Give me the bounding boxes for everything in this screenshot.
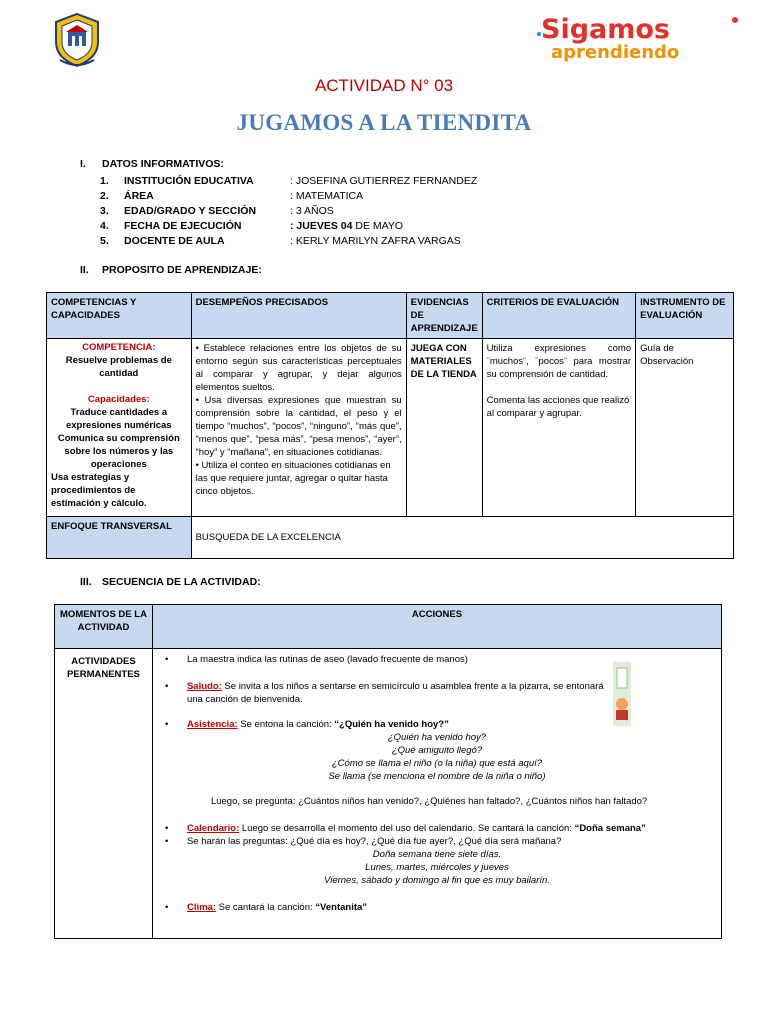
action-calendario xyxy=(157,822,717,835)
competencia-label: COMPETENCIA: xyxy=(82,342,156,353)
desempenos-cell xyxy=(191,339,406,517)
section-2-title: PROPOSITO DE APRENDIZAJE: xyxy=(102,264,262,276)
info-number: 4. xyxy=(100,219,109,232)
activity-number: ACTIVIDAD N° 03 xyxy=(314,76,454,95)
info-number: 3. xyxy=(100,204,109,217)
saludo-end: se entonará una canción de bienvenida. xyxy=(186,681,604,705)
lyric-line: ¿Qué amiguito llegó? xyxy=(391,745,483,756)
section-2-numeral: II. xyxy=(80,264,89,276)
action-asistencia xyxy=(157,718,717,731)
saludo-text: Se invita a los niños a sentarse en semicírculo u asamblea frente a la pizarra, xyxy=(221,681,554,692)
header-desempenos: DESEMPEÑOS PRECISADOS xyxy=(191,293,406,339)
child-illustration xyxy=(613,662,631,726)
info-value: : MATEMATICA xyxy=(290,189,364,202)
action-pregunta: Luego, se pregunta: ¿Cuántos niños han venido?, ¿Quiénes han faltado?, ¿Cuántos niños han faltado? xyxy=(210,796,648,807)
header-acciones: ACCIONES xyxy=(152,605,721,649)
info-row-teacher xyxy=(100,233,477,248)
table-header-row xyxy=(55,605,722,649)
action-preguntas-dias: • Se harán las preguntas: ¿Qué día es hoy?, ¿Qué día fue ayer?, ¿Qué día será mañana? xyxy=(157,835,717,848)
calendario-text: Luego se desarrolla el momento del uso del calendario. Se cantará la canción: xyxy=(239,823,575,834)
activity-title: JUGAMOS A LA TIENDITA xyxy=(236,110,532,135)
action-saludo xyxy=(157,680,717,706)
brand-line2: aprendiendo xyxy=(551,42,680,62)
header-criterios: CRITERIOS DE EVALUACIÓN xyxy=(482,293,635,339)
brand-line1: Sigamos xyxy=(541,14,671,45)
desempeno-item: • Usa diversas expresiones que muestran su comprensión sobre la cantidad, el peso y el tiempo “muchos”, “pocos”, “ninguno”, “más que”, “menos que”, “pesa más”, “pesa menos”, “ayer”, “hoy” y “mañana”, en situaciones cotidianas. xyxy=(195,395,402,458)
capacidad-item: Traduce cantidades a expresiones numéricas xyxy=(65,407,172,431)
header-instrumento: INSTRUMENTO DE EVALUACIÓN xyxy=(636,293,734,339)
saludo-label: Saludo: xyxy=(186,681,222,692)
clima-song: “Ventanita” xyxy=(315,902,368,913)
info-value-rest: DE MAYO xyxy=(352,219,404,232)
info-value xyxy=(290,220,403,232)
table-row xyxy=(55,649,722,939)
lyric-line: Doña semana tiene siete días. xyxy=(372,849,502,860)
competencia-text: Resuelve problemas de cantidad xyxy=(65,355,172,379)
capacidades-label: Capacidades: xyxy=(87,394,150,405)
header-evidencias: EVIDENCIAS DE APRENDIZAJE xyxy=(406,293,482,339)
info-value: : KERLY MARILYN ZAFRA VARGAS xyxy=(290,234,461,247)
info-row-age xyxy=(100,203,477,218)
info-value-bold: : JUEVES 04 xyxy=(290,219,353,232)
info-label: INSTITUCIÓN EDUCATIVA xyxy=(124,174,254,187)
info-value: : JOSEFINA GUTIERREZ FERNANDEZ xyxy=(290,174,478,187)
page-header xyxy=(0,0,768,80)
criterios-cell xyxy=(482,339,635,517)
info-row-area xyxy=(100,188,477,203)
instrumento-cell: Guía de Observación xyxy=(636,339,734,517)
lyric-line: ¿Cómo se llama el niño (o la niña) que está aquí? xyxy=(331,758,543,769)
criterio-item: Utiliza expresiones como ¨muchos¨, ¨pocos¨ para mostrar su comprensión de cantidad. xyxy=(486,343,632,380)
action-rutinas: • La maestra indica las rutinas de aseo (lavado frecuente de manos) xyxy=(157,653,717,666)
section-3-title: SECUENCIA DE LA ACTIVIDAD: xyxy=(102,576,261,588)
section-1-title: DATOS INFORMATIVOS: xyxy=(102,158,224,170)
info-row-date xyxy=(100,218,477,233)
info-number: 2. xyxy=(100,189,109,202)
moment-cell: ACTIVIDADES PERMANENTES xyxy=(55,649,153,939)
lyric-line: Se llama (se menciona el nombre de la niña o niño) xyxy=(328,771,546,782)
header-competencias: COMPETENCIAS Y CAPACIDADES xyxy=(47,293,192,339)
clima-label: Clima: xyxy=(186,902,216,913)
capacidad-item: Usa estrategias y procedimientos de estimación y cálculo. xyxy=(51,472,147,509)
calendario-label: Calendario: xyxy=(186,823,240,834)
info-label: EDAD/GRADO Y SECCIÓN xyxy=(124,204,257,217)
table-row xyxy=(47,339,734,517)
info-label: DOCENTE DE AULA xyxy=(124,234,225,247)
enfoque-label: ENFOQUE TRANSVERSAL xyxy=(47,517,192,559)
info-label: ÁREA xyxy=(124,189,154,202)
asistencia-label: Asistencia: xyxy=(186,719,238,730)
section-3-numeral: III. xyxy=(80,576,92,588)
asistencia-text: Se entona la canción: xyxy=(237,719,335,730)
clima-text: Se cantará la canción: xyxy=(216,902,316,913)
action-clima xyxy=(157,901,717,914)
sigamos-aprendiendo-logo xyxy=(535,10,745,62)
section-2-heading xyxy=(80,264,262,276)
school-crest-logo xyxy=(52,12,102,68)
desempeno-item: • Utiliza el conteo en situaciones cotidianas en las que requiere juntar, agregar o quitar hasta cinco objetos. xyxy=(195,460,391,497)
enfoque-value: BUSQUEDA DE LA EXCELENCIA xyxy=(191,517,733,559)
info-number: 1. xyxy=(100,174,109,187)
section-1-numeral: I. xyxy=(80,158,86,170)
actions-cell xyxy=(152,649,721,939)
info-row-institution xyxy=(100,173,477,188)
section-1-heading xyxy=(80,158,224,170)
lyric-line: Lunes, martes, miércoles y jueves xyxy=(365,862,509,873)
enfoque-row xyxy=(47,517,734,559)
info-list xyxy=(100,173,477,248)
criterio-item: Comenta las acciones que realizó al comparar y agrupar. xyxy=(486,395,630,419)
info-number: 5. xyxy=(100,234,109,247)
capacidad-item: Comunica su comprensión sobre los números y las operaciones xyxy=(57,433,180,470)
purpose-table xyxy=(46,292,734,559)
info-value: : 3 AÑOS xyxy=(290,204,334,217)
header-momentos: MOMENTOS DE LA ACTIVIDAD xyxy=(55,605,153,649)
evidencia-cell: JUEGA CON MATERIALES DE LA TIENDA xyxy=(406,339,482,517)
competencias-cell xyxy=(47,339,192,517)
section-3-heading xyxy=(80,576,261,588)
asistencia-song: “¿Quién ha venido hoy?” xyxy=(334,719,449,730)
sequence-table xyxy=(54,604,722,939)
calendario-song: “Doña semana” xyxy=(574,823,646,834)
table-header-row xyxy=(47,293,734,339)
info-label: FECHA DE EJECUCIÓN xyxy=(124,219,242,232)
lyric-line: Viernes, sábado y domingo al fin que es muy bailarín. xyxy=(324,875,550,886)
desempeno-item: • Establece relaciones entre los objetos de su entorno según sus características perceptuales al comparar y agrupar, y dejar algunos elementos sueltos. xyxy=(195,343,402,393)
lyric-line: ¿Quién ha venido hoy? xyxy=(387,732,487,743)
